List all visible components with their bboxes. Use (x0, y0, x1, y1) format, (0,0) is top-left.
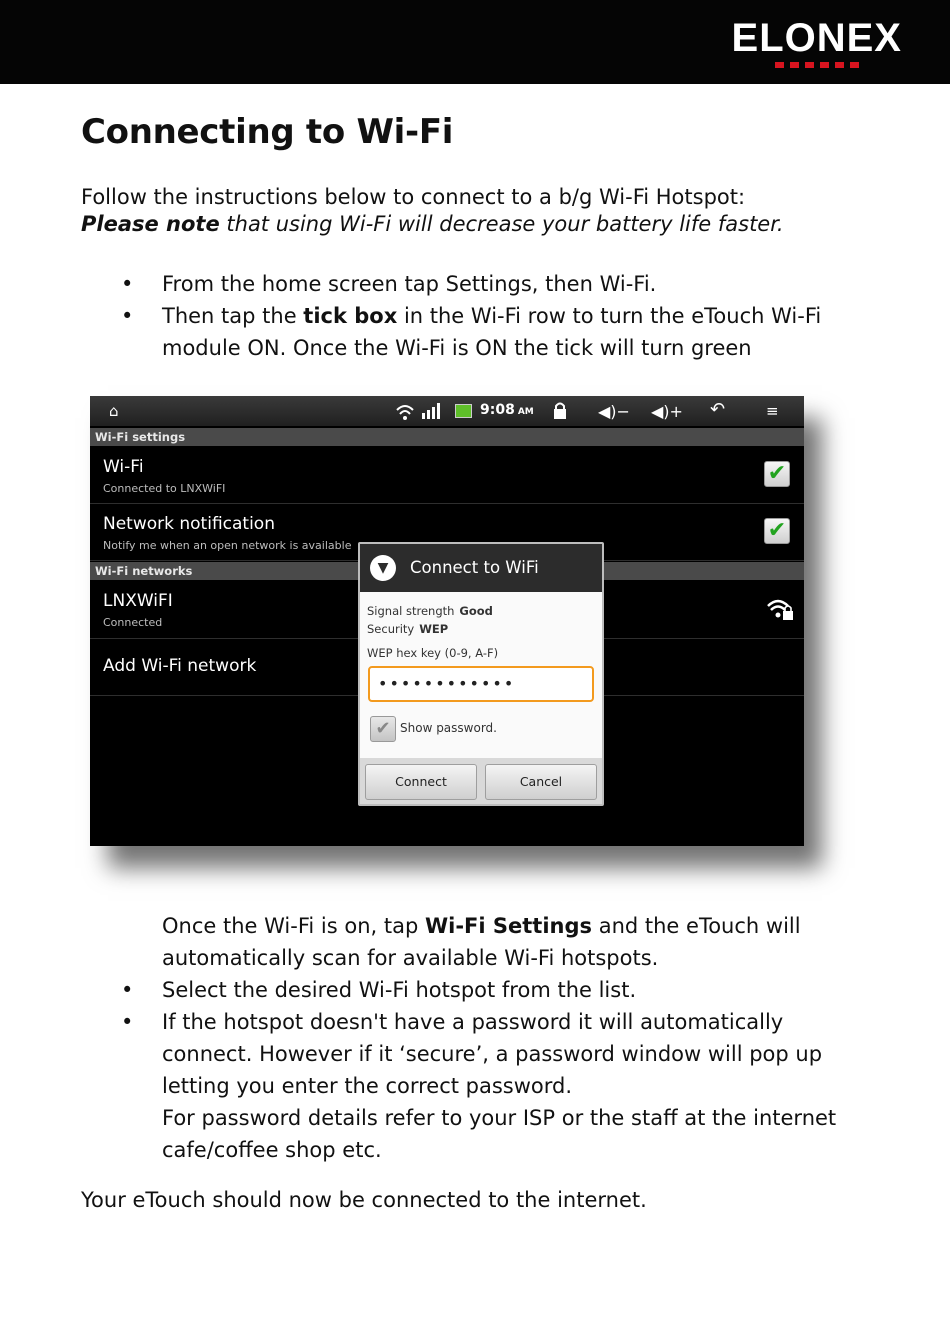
list-item-cont (81, 1102, 881, 1134)
wifi-networks-header: Wi-Fi networks (90, 562, 804, 580)
battery-icon (455, 404, 472, 418)
step-text: Once the Wi-Fi is on, tap (162, 914, 425, 938)
notification-row-subtitle: Notify me when an open network is available (103, 539, 352, 552)
wifi-row-title: Wi-Fi (103, 457, 144, 477)
volume-down-icon: ◀)− (598, 402, 630, 421)
wifi-settings-header: Wi-Fi settings (90, 428, 804, 446)
step-text: For password details refer to your ISP or the staff at the internet (162, 1106, 837, 1130)
show-password-checkbox[interactable]: ✔ (370, 716, 396, 742)
connect-dialog (358, 542, 604, 806)
steps-bottom (81, 910, 881, 1166)
list-item: • Then tap the tick box in the Wi-Fi row to turn the eTouch Wi-Fi (121, 304, 822, 328)
wifi-checkbox[interactable]: ✔ (764, 461, 790, 487)
signal-icon (420, 401, 444, 421)
wifi-row-subtitle: Connected to LNXWiFI (103, 482, 226, 495)
list-item-cont (81, 910, 881, 942)
signal-strength: Signal strength Good (367, 604, 493, 618)
step-text: Select the desired Wi-Fi hotspot from the list. (162, 978, 637, 1002)
list-item-cont (81, 1070, 881, 1102)
lock-icon (552, 401, 568, 421)
step-settings: From the home screen tap Settings, then Wi-Fi. (162, 272, 657, 296)
page-title: Connecting to Wi-Fi (81, 112, 454, 152)
volume-up-icon: ◀)+ (651, 402, 683, 421)
list-item-cont (81, 1134, 881, 1166)
step-text: in the Wi-Fi row to turn the eTouch Wi-Fi (397, 304, 822, 328)
list-item: • If the hotspot doesn't have a password it will automatically (121, 1010, 784, 1034)
key-label: WEP hex key (0-9, A-F) (367, 646, 499, 660)
cancel-button[interactable]: Cancel (485, 764, 597, 800)
list-item-cont (81, 942, 881, 974)
closing-text: Your eTouch should now be connected to the internet. (81, 1188, 647, 1212)
status-bar (90, 396, 804, 426)
step-text: If the hotspot doesn't have a password it will automatically (162, 1010, 784, 1034)
step-text: module ON. Once the Wi-Fi is ON the tick will turn green (162, 336, 752, 360)
intro-text: Follow the instructions below to connect to a b/g Wi-Fi Hotspot: (81, 185, 746, 209)
logo-dots (732, 62, 902, 68)
step-text: cafe/coffee shop etc. (162, 1138, 382, 1162)
dialog-header (360, 544, 602, 592)
logo-text: ELONEX (731, 16, 902, 60)
wifi-row[interactable] (90, 447, 804, 504)
back-icon: ↶ (710, 399, 726, 420)
elonex-logo (732, 18, 902, 68)
wifi-dialog-icon: ▼ (370, 555, 396, 581)
list-item-cont (81, 1038, 881, 1070)
list-item-cont (81, 332, 881, 364)
status-time: 9:08 AM (480, 402, 534, 418)
header-bar (0, 0, 950, 84)
notification-checkbox[interactable]: ✔ (764, 518, 790, 544)
step-text: letting you enter the correct password. (162, 1074, 573, 1098)
tick-box-term: tick box (303, 304, 398, 328)
secured-wifi-icon (766, 596, 794, 622)
step-text: automatically scan for available Wi-Fi hotspots. (162, 946, 659, 970)
step-text: connect. However if it ‘secure’, a password window will pop up (162, 1042, 823, 1066)
password-input[interactable]: •••••••••••• (368, 666, 594, 702)
note-rest: that using Wi-Fi will decrease your battery life faster. (219, 212, 784, 236)
step-text: and the eTouch will (592, 914, 801, 938)
network-title: LNXWiFI (103, 591, 173, 611)
menu-icon: ≡ (766, 402, 779, 420)
wifi-status-icon (394, 402, 416, 422)
list-item: • Select the desired Wi-Fi hotspot from the list. (121, 978, 637, 1002)
add-network-label: Add Wi-Fi network (103, 656, 257, 676)
dialog-footer (360, 758, 602, 804)
notification-row-title: Network notification (103, 514, 275, 534)
security: Security WEP (367, 622, 449, 636)
dialog-title: Connect to WiFi (410, 558, 539, 577)
step-text: Then tap the (162, 304, 304, 328)
battery-note (81, 211, 784, 238)
note-bold: Please note (81, 212, 220, 236)
steps-top (81, 268, 881, 364)
wifi-settings-term: Wi-Fi Settings (424, 914, 593, 938)
network-status: Connected (103, 616, 163, 629)
show-password-label: Show password. (400, 721, 497, 735)
home-icon: ⌂ (109, 402, 119, 420)
list-item: • From the home screen tap Settings, then Wi-Fi. (121, 272, 657, 296)
wifi-settings-screenshot (90, 396, 804, 846)
connect-button[interactable]: Connect (365, 764, 477, 800)
